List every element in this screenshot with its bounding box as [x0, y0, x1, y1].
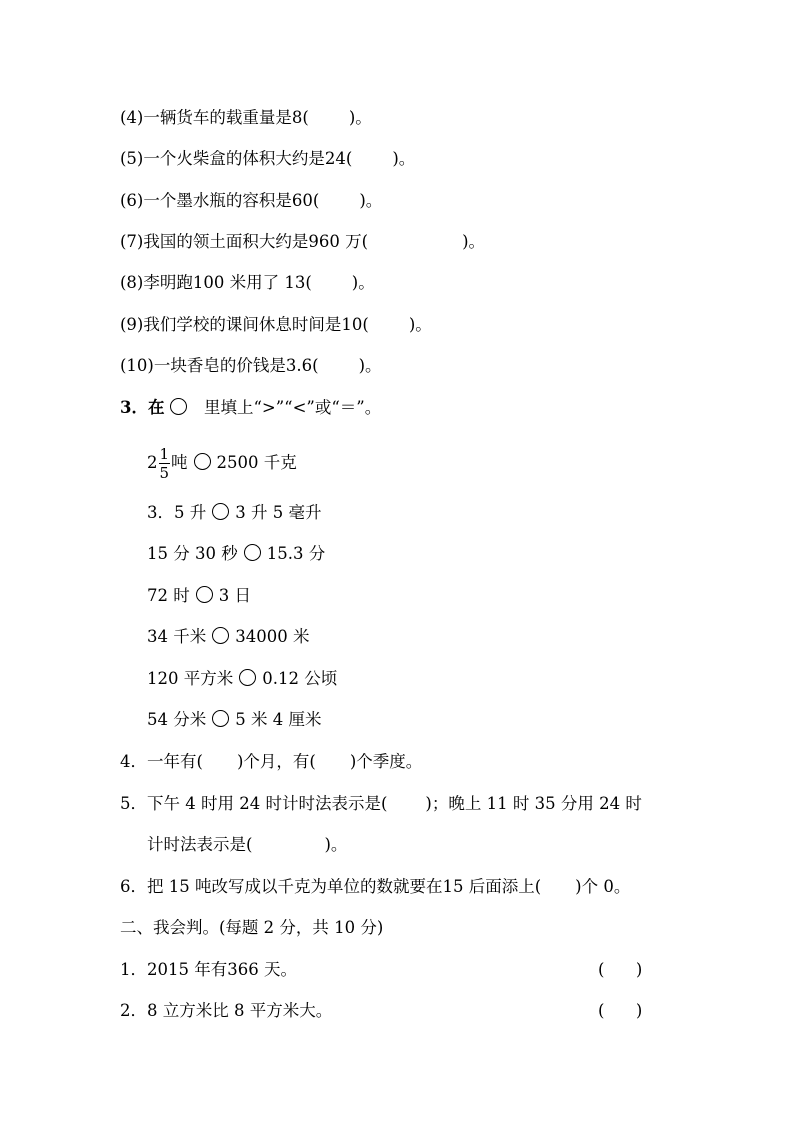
q3-number: 3．在 [120, 398, 165, 417]
compare-row-1 [147, 445, 297, 481]
section-2-title [120, 916, 383, 940]
judge-paren-1[interactable]: ( ) [598, 960, 643, 979]
q4-tail: )。 [348, 108, 372, 127]
compare-row-2 [147, 501, 321, 525]
question-10 [120, 354, 382, 378]
q5t-text-a: 5．下午 4 时用 24 时计时法表示是( [120, 794, 388, 813]
compare-right: 3 日 [218, 586, 251, 605]
compare-circle-4[interactable] [196, 586, 213, 603]
compare-right: 5 米 4 厘米 [235, 710, 322, 729]
compare-left: 120 平方米 [147, 669, 234, 688]
q3-instruction: 里填上“>”“<”或“＝”。 [193, 398, 382, 417]
question-4-year [120, 750, 422, 774]
compare-row-6 [147, 667, 337, 691]
compare-circle-3[interactable] [244, 544, 261, 561]
compare-circle-1[interactable] [194, 453, 211, 470]
compare-right: 2500 千克 [216, 453, 297, 472]
q8-text: (8)李明跑100 米用了 13( [120, 273, 312, 292]
compare-row-3 [147, 542, 325, 566]
section-title: 二、我会判。(每题 2 分，共 10 分) [120, 918, 384, 937]
question-4 [120, 106, 372, 130]
compare-left: 15 分 30 秒 [147, 544, 238, 563]
judge-text: 1．2015 年有366 天。 [120, 960, 297, 979]
q10-text: (10)一块香皂的价钱是3.6( [120, 356, 319, 375]
mixed-number-whole: 2 [147, 453, 158, 472]
compare-circle-5[interactable] [212, 627, 229, 644]
question-3-heading [120, 396, 381, 420]
q4y-text-b: )个月，有( [236, 752, 316, 771]
q4y-text-a: 4．一年有( [120, 752, 203, 771]
compare-right: 0.12 公顷 [262, 669, 338, 688]
q9-text: (9)我们学校的课间休息时间是10( [120, 315, 369, 334]
compare-circle-6[interactable] [239, 669, 256, 686]
judge-text: 2．8 立方米比 8 平方米大。 [120, 1001, 333, 1020]
compare-row-5 [147, 625, 309, 649]
fraction-numerator: 1 [159, 444, 170, 463]
q5t-text-b: )；晚上 11 时 35 分用 24 时 [425, 794, 642, 813]
q8-tail: )。 [351, 273, 375, 292]
q5t-text-c: 计时法表示是( [147, 835, 253, 854]
compare-right: 34000 米 [235, 627, 310, 646]
compare-left: 72 时 [147, 586, 190, 605]
compare-right: 15.3 分 [266, 544, 326, 563]
q4y-text-c: )个季度。 [349, 752, 423, 771]
question-5-time-line2 [147, 833, 347, 857]
judge-item-1 [120, 958, 680, 982]
q6w-text-b: )个 0。 [575, 877, 631, 896]
q10-tail: )。 [358, 356, 382, 375]
q7-text: (7)我国的领土面积大约是960 万( [120, 232, 369, 251]
compare-left: 54 分米 [147, 710, 207, 729]
q5t-text-d: )。 [324, 835, 348, 854]
compare-circle-7[interactable] [212, 710, 229, 727]
compare-row-4 [147, 584, 251, 608]
compare-circle-2[interactable] [212, 503, 229, 520]
circle-icon [170, 398, 187, 415]
q9-tail: )。 [408, 315, 432, 334]
compare-row-7 [147, 708, 321, 732]
compare-left: 3．5 升 [147, 503, 207, 522]
judge-item-2 [120, 999, 680, 1023]
question-7 [120, 230, 485, 254]
question-9 [120, 313, 432, 337]
question-5 [120, 147, 415, 171]
question-8 [120, 271, 375, 295]
q6-tail: )。 [359, 191, 383, 210]
fraction-denominator: 5 [159, 463, 170, 482]
fraction [159, 444, 171, 482]
question-6 [120, 189, 382, 213]
q4-text: (4)一辆货车的载重量是8( [120, 108, 309, 127]
question-6-weight [120, 875, 630, 899]
q6-text: (6)一个墨水瓶的容积是60( [120, 191, 320, 210]
q5-text: (5)一个火柴盒的体积大约是24( [120, 149, 353, 168]
compare-right: 3 升 5 毫升 [235, 503, 322, 522]
q5-tail: )。 [392, 149, 416, 168]
question-5-time-line1 [120, 792, 642, 816]
judge-paren-2[interactable]: ( ) [598, 1001, 643, 1020]
compare-left: 34 千米 [147, 627, 207, 646]
q6w-text-a: 6．把 15 吨改写成以千克为单位的数就要在15 后面添上( [120, 877, 542, 896]
compare-left-unit: 吨 [171, 453, 188, 472]
q7-tail: )。 [462, 232, 485, 251]
